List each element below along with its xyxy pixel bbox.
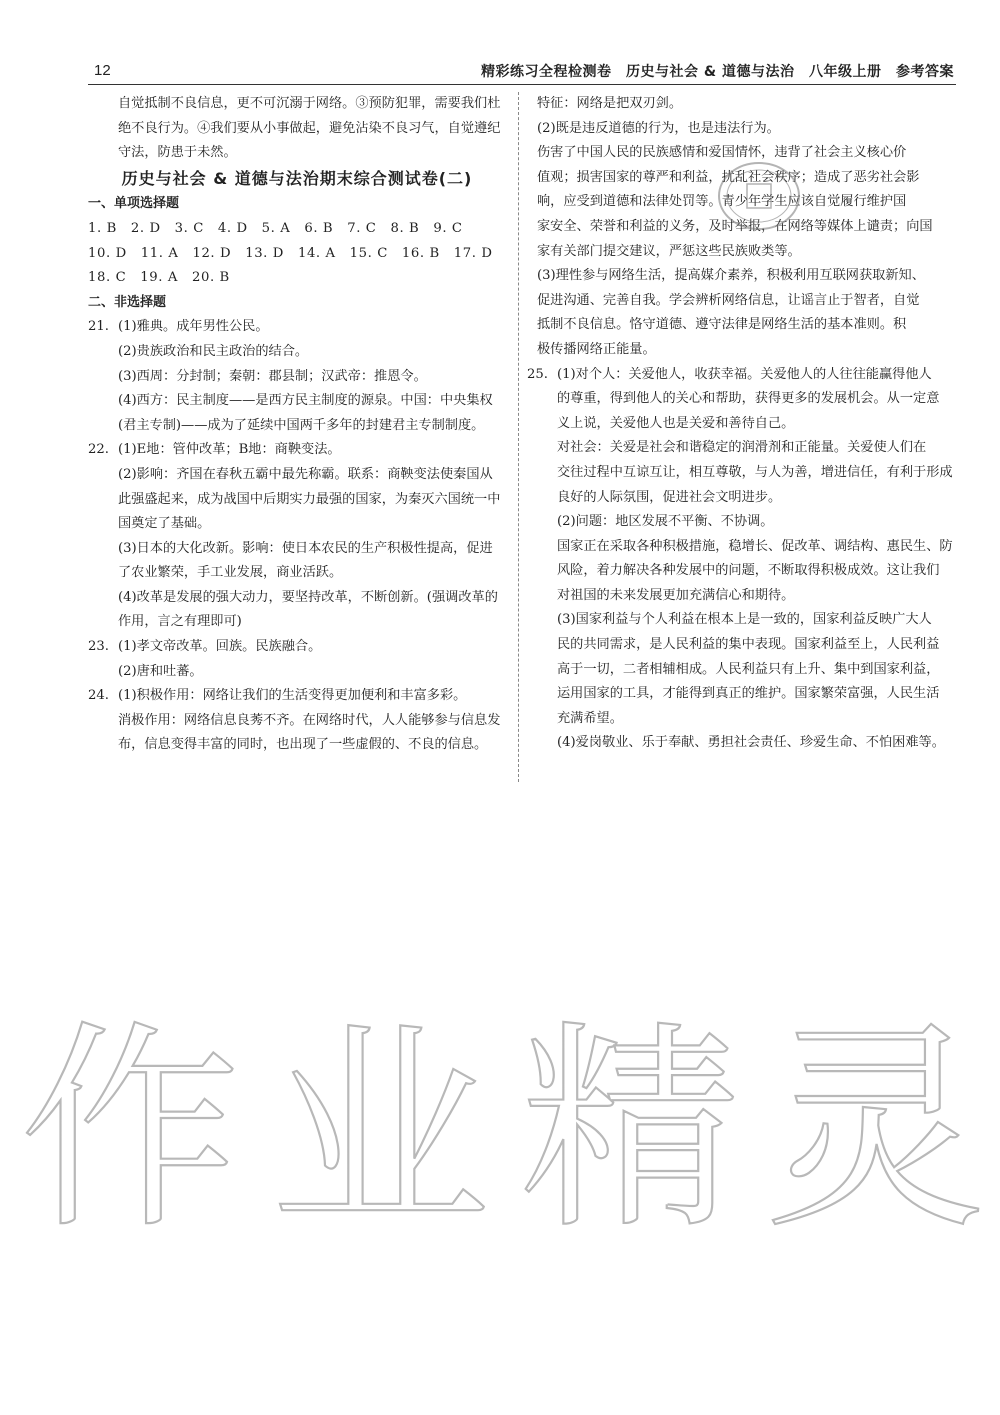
answer-line: 家有关部门提交建议，严惩这些民族败类等。 bbox=[537, 243, 801, 259]
answer-line: 作用，言之有理即可) bbox=[118, 614, 242, 630]
mcq-answer: 10. D bbox=[88, 245, 127, 261]
answer-line: 21. (1)雅典。成年男性公民。 bbox=[118, 315, 506, 340]
left-column bbox=[88, 92, 506, 758]
answer-line: 抵制不良信息。恪守道德、遵守法律是网络生活的基本准则。积 bbox=[537, 317, 907, 333]
watermark-char: 业 bbox=[270, 1002, 491, 1258]
seal-stamp-icon bbox=[714, 158, 804, 234]
mcq-answer: 7. C bbox=[347, 220, 377, 236]
answer-line: 风险，着力解决各种发展中的问题，不断取得积极成效。这让我们 bbox=[557, 563, 940, 579]
column-divider bbox=[518, 92, 519, 782]
page-number: 12 bbox=[94, 62, 111, 79]
answer-line: 25. (1)对个人：关爱他人，收获幸福。关爱他人的人往往能赢得他人 bbox=[557, 363, 957, 388]
prev-answer-line: 自觉抵制不良信息，更不可沉溺于网络。③预防犯罪，需要我们杜 bbox=[118, 96, 501, 111]
question-number: 21. bbox=[88, 319, 109, 335]
mcq-row bbox=[88, 266, 506, 291]
answer-line: 了农业繁荣，手工业发展，商业活跃。 bbox=[118, 565, 343, 581]
answer-line: (2)既是违反道德的行为，也是违法行为。 bbox=[537, 120, 780, 136]
answer-line: 极传播网络正能量。 bbox=[537, 341, 656, 357]
watermark bbox=[0, 1002, 1000, 1258]
answer-line: (2)问题：地区发展不平衡、不协调。 bbox=[557, 514, 774, 530]
answer-line: 22. (1)E地：管仲改革；B地：商鞅变法。 bbox=[118, 438, 506, 463]
mcq-answer: 8. B bbox=[390, 220, 420, 236]
mcq-row bbox=[88, 217, 506, 242]
answer-line: 消极作用：网络信息良莠不齐。在网络时代，人人能够参与信息发 bbox=[118, 712, 501, 728]
answer-line: 民的共同需求，是人民利益的集中表现。国家利益至上，人民利益 bbox=[557, 637, 940, 653]
answer-line: 特征：网络是把双刃剑。 bbox=[537, 96, 683, 111]
answer-line: 伤害了中国人民的民族感情和爱国情怀，违背了社会主义核心价 bbox=[537, 145, 907, 161]
page-header bbox=[88, 58, 956, 85]
answer-line: 运用国家的工具，才能得到真正的维护。国家繁荣富强，人民生活 bbox=[557, 686, 940, 702]
answer-line: 良好的人际氛围，促进社会文明进步。 bbox=[557, 489, 782, 505]
answer-line: 值观；损害国家的尊严和利益，扰乱社会秩序；造成了恶劣社会影 bbox=[537, 169, 920, 185]
prev-answer-line: 绝不良行为。④我们要从小事做起，避免沾染不良习气，自觉遵纪 bbox=[118, 120, 501, 136]
mcq-answer: 6. B bbox=[304, 220, 334, 236]
answer-line: 的尊重，得到他人的关心和帮助，获得更多的发展机会。从一定意 bbox=[557, 391, 940, 407]
answer-line: (3)西周：分封制；秦朝：郡县制；汉武帝：推恩令。 bbox=[118, 368, 427, 384]
mcq-answer: 14. A bbox=[297, 245, 336, 261]
question-23 bbox=[88, 635, 506, 684]
watermark-char: 精 bbox=[520, 1002, 741, 1258]
mcq-answer: 20. B bbox=[191, 270, 230, 286]
question-22 bbox=[88, 438, 506, 635]
answer-line: 23. (1)孝文帝改革。回族。民族融合。 bbox=[118, 635, 506, 660]
question-number: 22. bbox=[88, 442, 109, 458]
answer-line: (3)理性参与网络生活，提高媒介素养，积极利用互联网获取新知、 bbox=[537, 268, 925, 284]
mcq-answer: 15. C bbox=[349, 245, 388, 261]
question-24 bbox=[88, 684, 506, 758]
answer-line: 充满希望。 bbox=[557, 710, 623, 726]
answer-line: (4)爱岗敬业、乐于奉献、勇担社会责任、珍爱生命、不怕困难等。 bbox=[557, 735, 945, 751]
answer-line: 高于一切，二者相辅相成。人民利益只有上升、集中到国家利益， bbox=[557, 661, 940, 677]
answer-line: (2)唐和吐蕃。 bbox=[118, 663, 203, 679]
answer-line: (2)贵族政治和民主政治的结合。 bbox=[118, 343, 309, 359]
answer-line: 义上说，关爱他人也是关爱和善待自己。 bbox=[557, 415, 795, 431]
mcq-heading: 一、单项选择题 bbox=[88, 196, 180, 212]
watermark-char: 灵 bbox=[765, 1002, 986, 1258]
answer-line: 24. (1)积极作用：网络让我们的生活变得更加便利和丰富多彩。 bbox=[118, 684, 506, 709]
answer-line: 响，应受到道德和法律处罚等。青少年学生应该自觉履行维护国 bbox=[537, 194, 907, 210]
answer-line: 国家正在采取各种积极措施，稳增长、促改革、调结构、惠民生、防 bbox=[557, 538, 953, 554]
answer-line: 对社会：关爱是社会和谐稳定的润滑剂和正能量。关爱使人们在 bbox=[557, 440, 927, 456]
mcq-answer: 16. B bbox=[401, 245, 440, 261]
mcq-answer: 4. D bbox=[217, 220, 248, 236]
answer-line: 对祖国的未来发展更加充满信心和期待。 bbox=[557, 587, 795, 603]
answer-line: 国奠定了基础。 bbox=[118, 516, 211, 532]
answer-line: (君主专制)——成为了延续中国两千多年的封建君主专制制度。 bbox=[118, 417, 485, 433]
mcq-answer: 18. C bbox=[88, 270, 127, 286]
mcq-row bbox=[88, 242, 506, 267]
answer-line: (3)国家利益与个人利益在根本上是一致的，国家利益反映广大人 bbox=[557, 612, 932, 628]
question-25 bbox=[527, 363, 957, 757]
answer-line: 家安全、荣誉和利益的义务，及时举报，在网络等媒体上谴责；向国 bbox=[537, 218, 933, 234]
mcq-answer: 11. A bbox=[140, 245, 179, 261]
mcq-answer: 3. C bbox=[174, 220, 204, 236]
prev-answer-line: 守法，防患于未然。 bbox=[118, 145, 237, 161]
mcq-answer: 13. D bbox=[245, 245, 284, 261]
mcq-answer: 1. B bbox=[88, 220, 117, 236]
mcq-answer: 19. A bbox=[140, 270, 178, 286]
answer-line: 布，信息变得丰富的同时，也出现了一些虚假的、不良的信息。 bbox=[118, 737, 488, 753]
mcq-answer: 12. D bbox=[192, 245, 232, 261]
section-title: 历史与社会 & 道德与法治期末综合测试卷(二) bbox=[121, 168, 473, 188]
answer-line: (4)西方：民主制度——是西方民主制度的源泉。中国：中央集权 bbox=[118, 393, 493, 409]
mcq-answer: 9. C bbox=[433, 220, 463, 236]
answer-line: (4)改革是发展的强大动力，要坚持改革，不断创新。(强调改革的 bbox=[118, 589, 498, 605]
nonmcq-heading: 二、非选择题 bbox=[88, 294, 167, 310]
answer-line: 交往过程中互谅互让，相互尊敬，与人为善，增进信任，有利于形成 bbox=[557, 464, 953, 480]
question-number: 23. bbox=[88, 639, 109, 655]
question-number: 24. bbox=[88, 688, 109, 704]
answer-line: (3)日本的大化改新。影响：使日本农民的生产积极性提高，促进 bbox=[118, 540, 493, 556]
question-number: 25. bbox=[527, 366, 548, 382]
answer-line: 促进沟通、完善自我。学会辨析网络信息，让谣言止于智者，自觉 bbox=[537, 292, 920, 308]
header-title: 精彩练习全程检测卷 历史与社会 & 道德与法治 八年级上册 参考答案 bbox=[481, 64, 954, 80]
watermark-char: 作 bbox=[20, 1002, 241, 1258]
mcq-answer: 17. D bbox=[453, 245, 493, 261]
question-21 bbox=[88, 315, 506, 438]
mcq-answer: 5. A bbox=[261, 220, 291, 236]
answer-line: (2)影响：齐国在春秋五霸中最先称霸。联系：商鞅变法使秦国从 bbox=[118, 466, 493, 482]
answer-line: 此强盛起来，成为战国中后期实力最强的国家，为秦灭六国统一中 bbox=[118, 491, 501, 507]
mcq-answer: 2. D bbox=[130, 220, 161, 236]
